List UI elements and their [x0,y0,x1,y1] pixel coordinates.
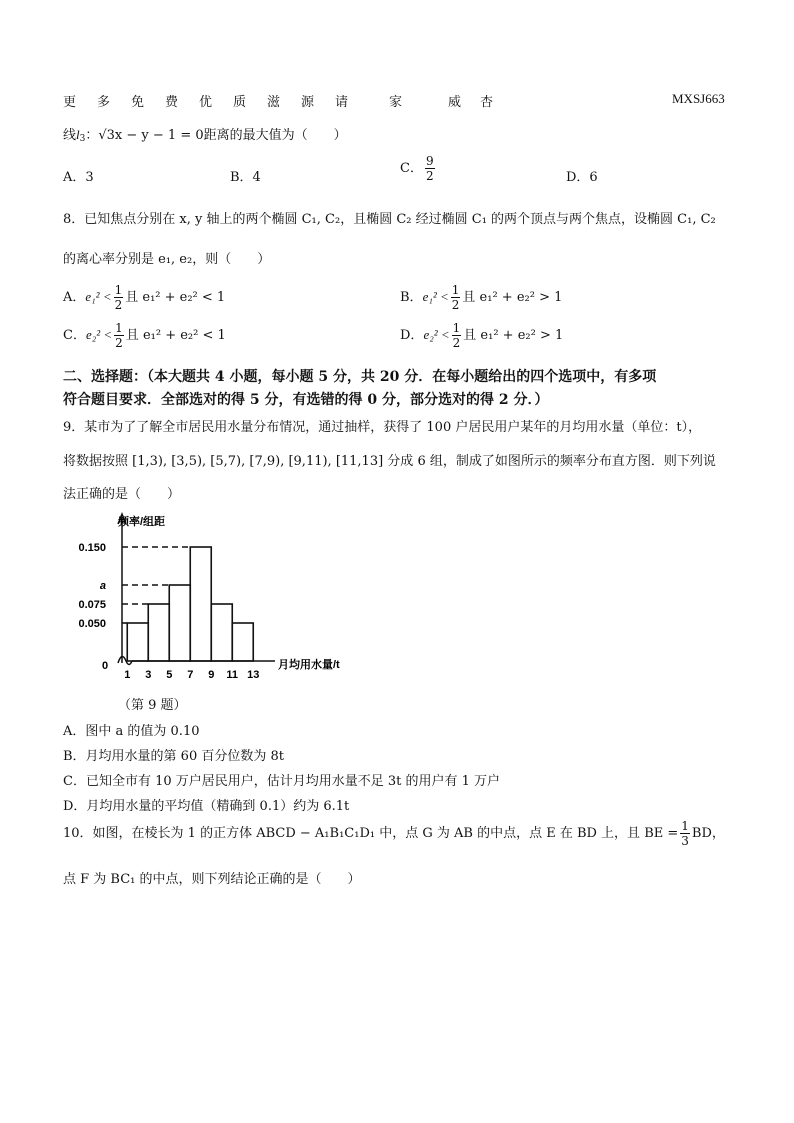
fraction-denominator: 2 [452,336,461,350]
option-fraction [451,284,461,311]
histogram-bar [127,623,148,661]
option-fraction [114,322,124,349]
chart-axes [118,514,275,665]
q7-option-b: B．4 [230,170,261,185]
histogram-chart [70,508,370,688]
header-char: 威 [448,95,462,110]
option-rhs: 且 e₁² + e₂² < 1 [125,328,226,343]
x-tick-label: 13 [247,669,260,681]
option-lhs: e₂² < [85,327,113,342]
y-tick-label: 0.075 [78,599,106,611]
option-rhs: 且 e₁² + e₂² > 1 [463,328,564,343]
histogram-bar [232,623,253,661]
histogram-bar [169,585,190,661]
origin-label: 0 [102,660,109,672]
option-lhs: e₁² < [422,289,449,304]
q8-stem-line2: 的离心率分别是 e₁, e₂，则（ ） [63,252,271,267]
x-tick-label: 7 [187,669,194,681]
x-tick-label: 1 [124,669,131,681]
x-tick-label: 11 [226,669,239,681]
fraction-numerator: 1 [114,283,123,297]
fraction-denominator: 3 [681,834,689,848]
q9-option-b: B．月均用水量的第 60 百分位数为 8t [63,749,284,764]
x-tick-label: 9 [208,669,215,681]
q10-stem-part2: BD， [691,826,725,841]
fraction-numerator: 1 [451,283,460,297]
histogram-bar [190,547,211,661]
q10-stem-part1: 10．如图，在棱长为 1 的正方体 ABCD − A₁B₁C₁D₁ 中，点 G 为 AB 的中点，点 E 在 BD 上，且 BE = [63,826,679,841]
option-lhs: e₁² < [85,289,112,304]
q7-option-c [400,155,437,182]
option-label: A． [63,290,86,305]
header-code: MXSJ663 [672,91,725,106]
fraction-numerator: 1 [452,321,461,335]
header-char: 家 [389,95,403,110]
option-label: B． [400,290,423,305]
figure-caption: （第 9 题） [118,698,187,713]
y-axis-title: 频率/组距 [118,516,166,528]
option-fraction [114,284,124,311]
q7-equation: ：√3x − y − 1 = 0 [85,128,204,143]
option-fraction [452,322,462,349]
q8-stem-line1: 8．已知焦点分别在 x, y 轴上的两个椭圆 C₁, C₂，且椭圆 C₂ 经过椭圆 C₁ 的两个顶点与两个焦点，设椭圆 C₁, C₂ [63,212,716,227]
q9-option-a: A．图中 a 的值为 0.10 [63,724,200,739]
q9-option-c: C．已知全市有 10 万户居民用户，估计月均用水量不足 3t 的用户有 1 万户 [63,774,501,789]
y-tick-label: a [99,580,106,592]
q7-stem-line [63,124,347,144]
q9-stem-line3: 法正确的是（ ） [63,487,181,502]
option-label: C． [63,328,86,343]
fraction-numerator: 1 [115,321,123,335]
option-rhs: 且 e₁² + e₂² < 1 [125,290,226,305]
section2-heading-line2: 符合题目要求．全部选对的得 5 分，有选错的得 0 分，部分选对的得 2 分．） [63,392,549,408]
histogram-bar [211,604,232,661]
x-tick-label: 3 [145,669,152,681]
fraction-numerator: 9 [425,154,434,168]
q9-stem-line1: 9．某市为了了解全市居民用水量分布情况，通过抽样，获得了 100 户居民用户某年的月均用水量（单位：t）， [63,420,702,435]
q7-option-c-fraction [425,155,435,182]
header-char: 杏 [480,95,494,110]
fraction-denominator: 2 [425,169,434,183]
q10-fraction [680,820,690,847]
q9-stem-line2: 将数据按照 [1,3), [3,5), [5,7), [7,9), [9,11), [11,13] 分成 6 组，制成了如图所示的频率分布直方图．则下列说 [63,454,716,469]
histogram-bar [148,604,169,661]
header-char: 请 [335,95,349,110]
y-tick-label: 0.150 [78,542,106,554]
section2-heading-line1: 二、选择题：（本大题共 4 小题，每小题 5 分，共 20 分．在每小题给出的四个选项中，有多项 [63,369,657,385]
header-char: 优 [199,95,213,110]
q7-line-symbol: l [76,127,80,142]
q8-option-a [63,284,225,311]
q8-option-c [63,322,226,349]
header-char: 滋 [267,95,281,110]
x-tick-label: 5 [166,669,173,681]
header-char: 更 [63,95,77,110]
q7-suffix: 距离的最大值为（ ） [203,128,347,143]
x-axis-title: 月均用水量/t [278,659,340,671]
q7-option-a: A．3 [63,170,94,185]
q7-line-subscript: 3 [79,134,86,144]
fraction-numerator: 1 [681,819,689,833]
option-label: D． [400,328,424,343]
option-rhs: 且 e₁² + e₂² > 1 [462,290,563,305]
header-char: 源 [301,95,315,110]
q8-option-b [400,284,562,311]
q9-option-d: D．月均用水量的平均值（精确到 0.1）约为 6.1t [63,799,350,814]
header-char: 多 [97,95,111,110]
q7-option-d: D．6 [566,170,598,185]
header-char: 费 [165,95,179,110]
q7-option-c-label: C． [400,161,423,176]
q10-stem-line1 [63,820,725,847]
header-char: 质 [233,95,247,110]
fraction-denominator: 2 [451,298,460,312]
option-lhs: e₂² < [423,327,450,342]
q10-stem-line2: 点 F 为 BC₁ 的中点，则下列结论正确的是（ ） [63,872,361,887]
fraction-denominator: 2 [114,298,123,312]
header-char: 免 [131,95,145,110]
y-tick-label: 0.050 [78,618,106,630]
q7-prefix: 线 [63,128,77,143]
fraction-denominator: 2 [115,336,123,350]
q8-option-d [400,322,563,349]
